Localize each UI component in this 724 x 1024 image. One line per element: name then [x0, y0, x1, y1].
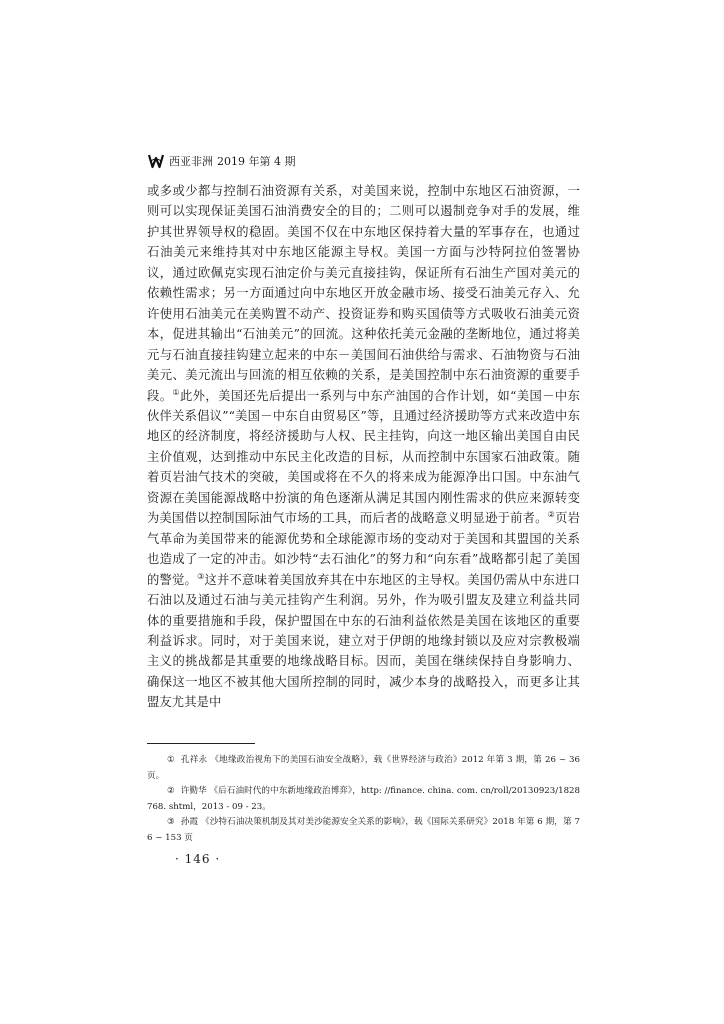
body-segment: 此外，美国还先后提出一系列与中东产油国的合作计划，如“美国－中东伙伴关系倡议”“美国－中东自由贸易区”等，且通过经济援助等方式来改造中东地区的经济制度，将经济援助与人权、民主挂钩，向这一地区输出美国自由民主价值观，达到推动中东民主化改造的目标，从而控制中东国家石油政策。随着页岩油气技术的突破，美国或将在不久的将来成为能源净出口国。中东油气资源在美国能源战略中扮演的角色逐渐从满足其国内刚性需求的供应来源转变为美国借以控制国际油气市场的工具，而后者的战略意义明显逊于前者。 — [147, 388, 580, 526]
footnote-item — [147, 753, 580, 784]
page-number: · 146 · — [175, 852, 221, 866]
journal-title: 西亚非洲 — [169, 155, 213, 168]
footnote-item — [147, 784, 580, 815]
journal-logo-icon — [147, 152, 165, 170]
footnote-mark: ② — [167, 786, 175, 797]
footnote-ref-1[interactable]: ① — [172, 387, 180, 397]
body-segment: 这并不意味着美国放弃其在中东地区的主导权。美国仍需从中东进口石油以及通过石油与美元挂钩产生利润。另外，作为吸引盟友及建立利益共同体的重要措施和手段，保护盟国在中东的石油利益依然是美国在该地区的重要利益诉求。同时，对于美国来说，建立对于伊朗的地缘封锁以及应对宗教极端主义的挑战都是其重要的地缘战略目标。因而，美国在继续保持自身影响力、确保这一地区不被其他大国所控制的同时，减少本身的战略投入，而更多让其盟友尤其是中 — [147, 572, 580, 710]
footnote-mark: ① — [167, 755, 175, 765]
footnote-divider — [147, 743, 255, 744]
footnote-item — [147, 815, 580, 846]
body-paragraph — [147, 181, 580, 713]
issue-label: 2019 年第 4 期 — [217, 155, 296, 168]
running-header — [147, 150, 587, 172]
body-segment: 页岩气革命为美国带来的能源优势和全球能源市场的变动对于美国和其盟国的关系也造成了一定的冲击。如沙特“去石油化”的努力和“向东看”战略都引起了美国的警觉。 — [147, 511, 580, 587]
footnotes — [147, 753, 580, 847]
footnote-ref-2[interactable]: ② — [547, 510, 556, 520]
footnote-ref-3[interactable]: ③ — [197, 571, 205, 581]
footnote-text: 孔祥永 《地缘政治视角下的美国石油安全战略》，载《世界经济与政治》2012 年第 3 期，第 26 ~ 36 页。 — [147, 755, 580, 781]
main-body-text — [147, 181, 580, 713]
footnote-text: 孙霞 《沙特石油决策机制及其对美沙能源安全关系的影响》，载《国际关系研究》2018 年第 6 期，第 76 ~ 153 页 — [147, 817, 580, 843]
footnote-mark: ③ — [167, 817, 175, 828]
footnote-text: 许勤华 《后石油时代的中东新地缘政治博弈》，http: //finance. china. com. cn/roll/20130923/1828768. shtml，2013 - 09 - 23。 — [147, 786, 580, 812]
body-segment: 或多或少都与控制石油资源有关系，对美国来说，控制中东地区石油资源，一则可以实现保证美国石油消费安全的目的；二则可以遏制竞争对手的发展，维护其世界领导权的稳固。美国不仅在中东地区保持着大量的军事存在，也通过石油美元来维持其对中东地区能源主导权。美国一方面与沙特阿拉伯签署协议，通过欧佩克实现石油定价与美元直接挂钩，保证所有石油生产国对美元的依赖性需求；另一方面通过向中东地区开放金融市场、接受石油美元存入、允许使用石油美元在美购置不动产、投资证券和购买国债等方式吸收石油美元资本，促进其输出“石油美元”的回流。这种依托美元金融的垄断地位，通过将美元与石油直接挂钩建立起来的中东－美国间石油供给与需求、石油物资与石油美元、美元流出与回流的相互依赖的关系，是美国控制中东石油资源的重要手段。 — [147, 184, 580, 403]
